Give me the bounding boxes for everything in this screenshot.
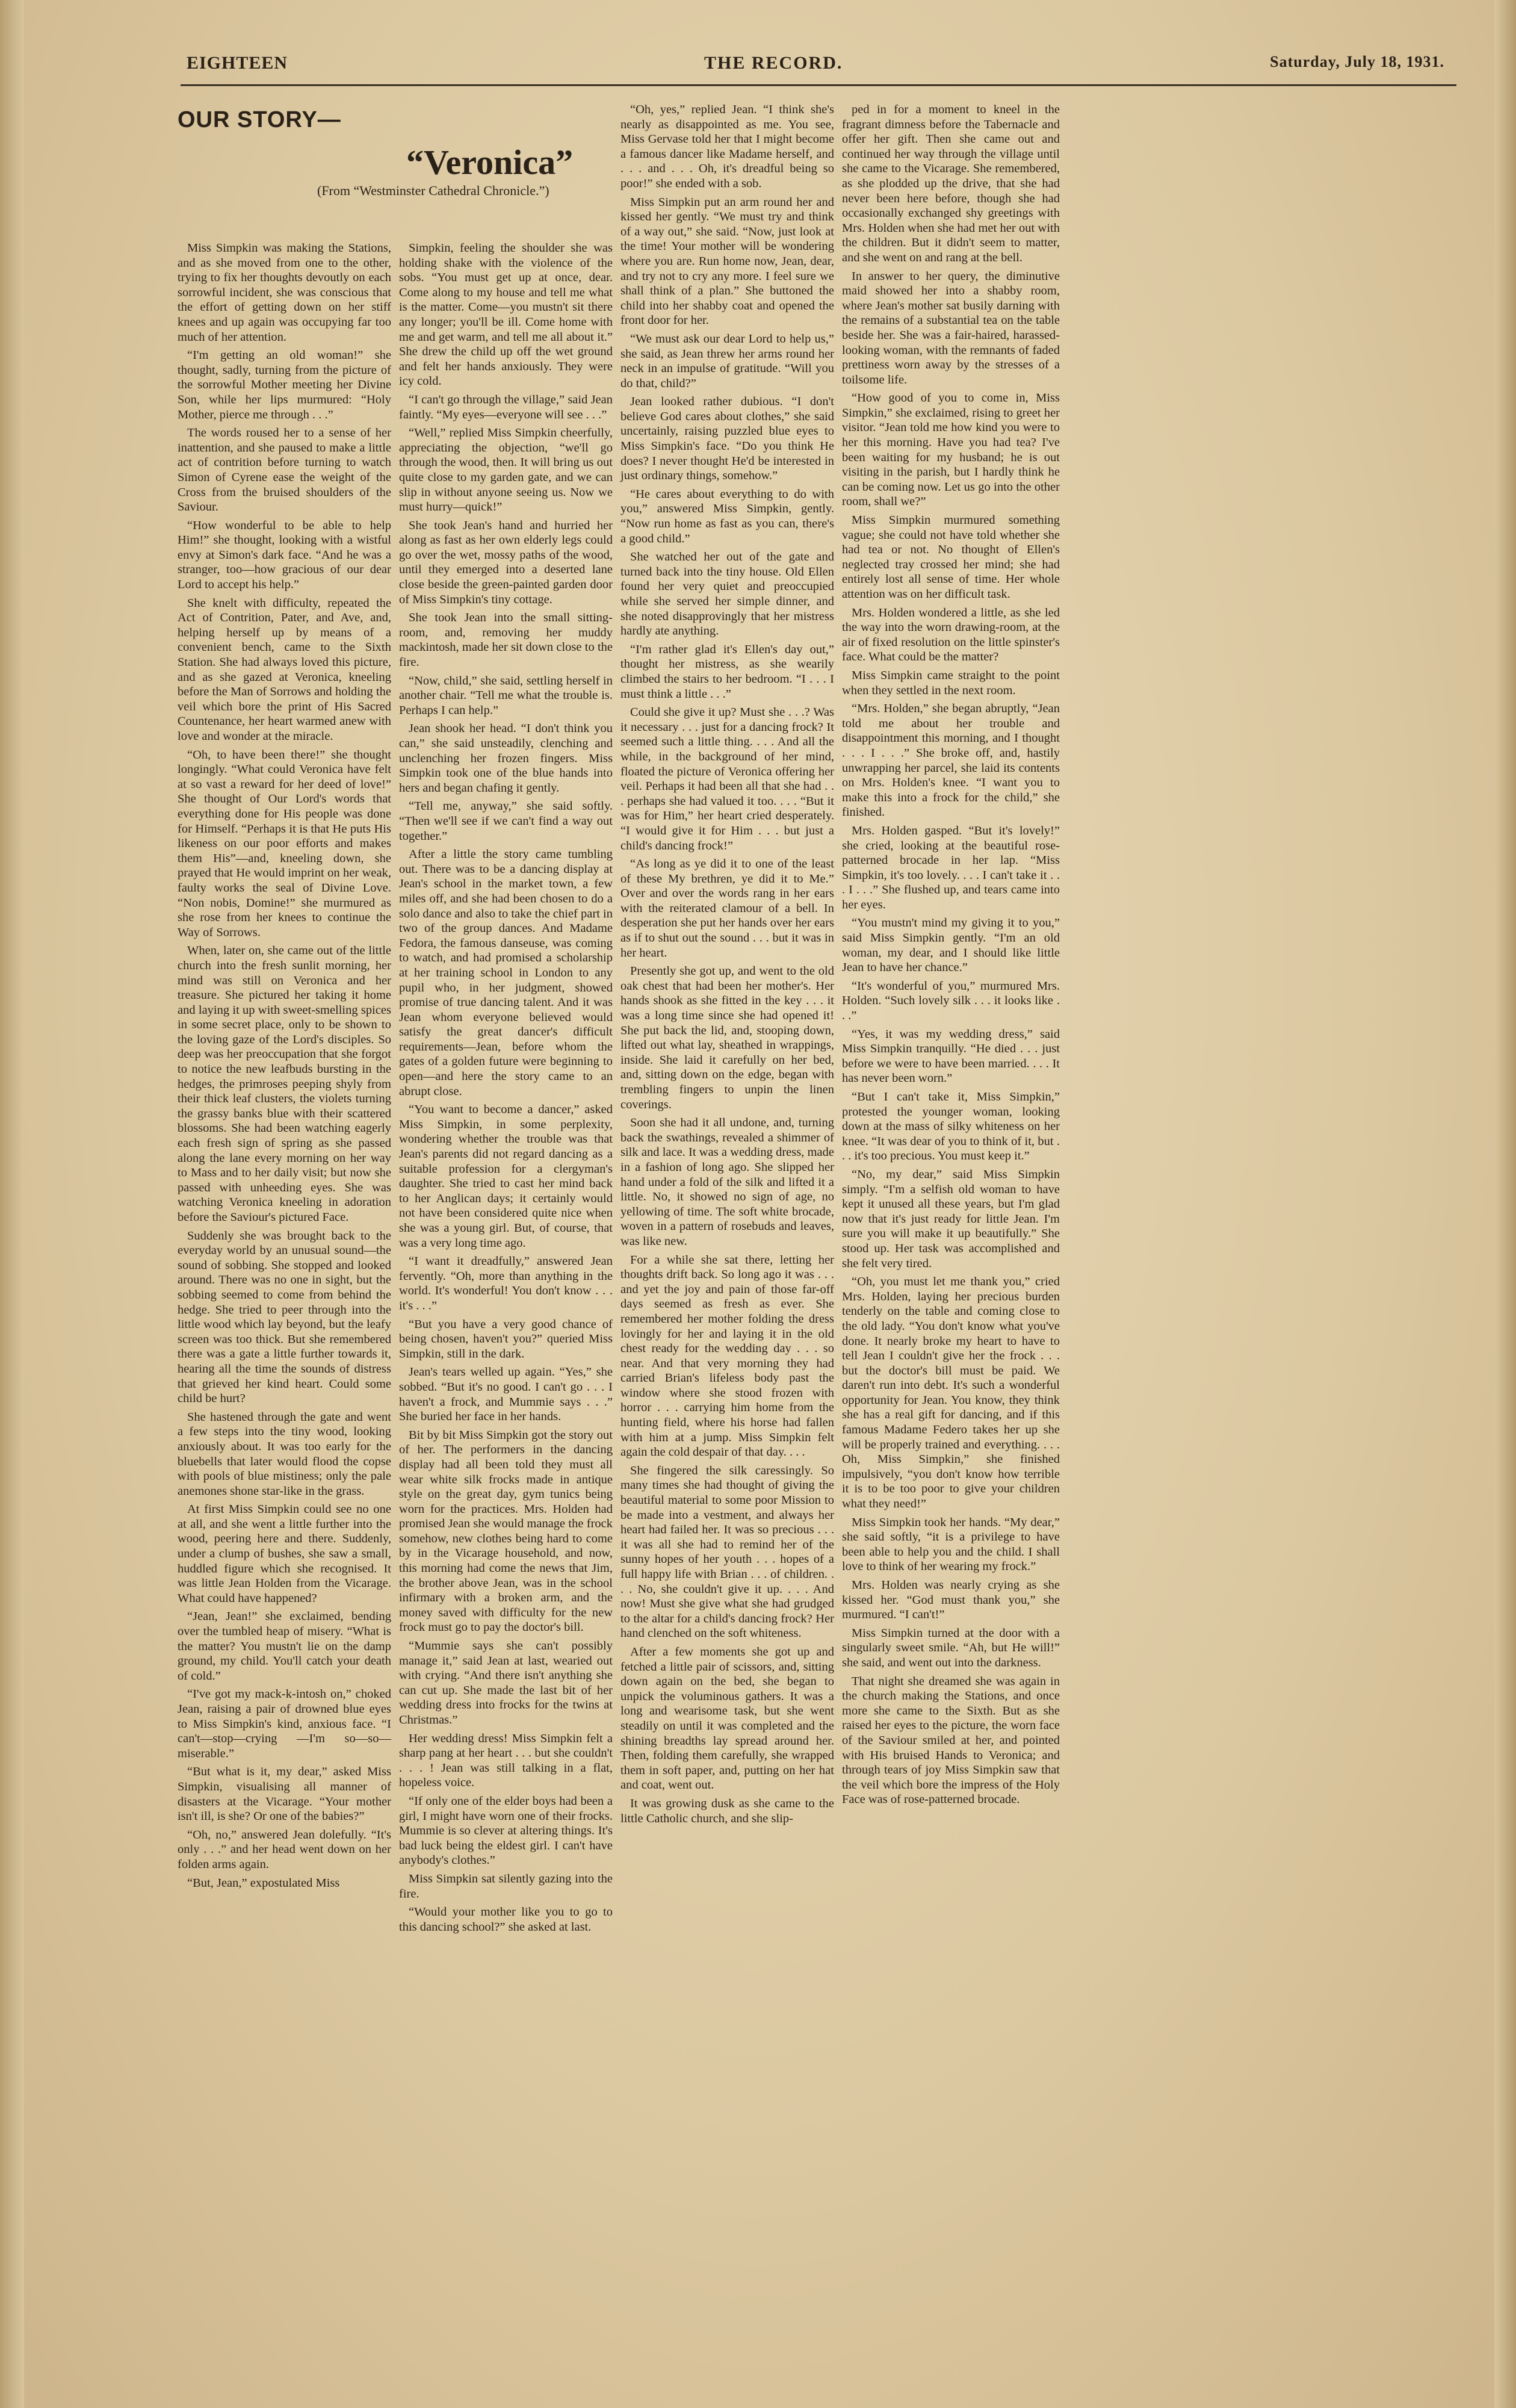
story-paragraph: “No, my dear,” said Miss Simpkin simply. “I'm a selfish old woman to have kept it unused all these years, but I'm glad now that it's just ready for little Jean. I'm sure you will make it up beautifully.” She stood up. Her task was accomplished and she felt very tired. [842, 1167, 1060, 1270]
story-paragraph: “He cares about everything to do with you,” answered Miss Simpkin, gently. “Now run home as fast as you can, there's a good child.” [620, 487, 834, 545]
story-paragraph: She took Jean into the small sitting-room, and, removing her muddy mackintosh, made her sit down close to the fire. [399, 611, 613, 669]
story-paragraph: “How good of you to come in, Miss Simpkin,” she exclaimed, rising to greet her visitor. “Jean told me how kind you were to her this morning. Have you had tea? I've been waiting for my husband; he is out visiting in the parish, but I hardly think he can be coming now. Let us go into the other room, shall we?” [842, 391, 1060, 509]
story-paragraph: She watched her out of the gate and turned back into the tiny house. Old Ellen found her very quiet and preoccupied while she served her simple dinner, and she noted disapprovingly that her mistress hardly ate anything. [620, 550, 834, 638]
section-title: OUR STORY— [178, 107, 341, 132]
text-column-3 [620, 102, 834, 1829]
story-paragraph: For a while she sat there, letting her thoughts drift back. So long ago it was . . . and yet the joy and pain of those far-off days seemed as fresh as ever. She remembered her mother folding the dress lovingly for her and laying it in the old chest ready for the wedding day . . . so near. And that very morning they had carried Brian's lifeless body past the window where she stood frozen with horror . . . carrying him home from the hunting field, where his horse had fallen with him at a jump. Miss Simpkin felt again the cold despair of that day. . . . [620, 1253, 834, 1459]
story-paragraph: “If only one of the elder boys had been a girl, I might have worn one of their frocks. Mummie is so clever at altering things. It's bad luck being the eldest girl. I can't have anybody's clothes.” [399, 1794, 613, 1867]
story-paragraph: “Oh, yes,” replied Jean. “I think she's nearly as disappointed as me. You see, Miss Gervase told her that I might become a famous dancer like Madame herself, and . . . and . . . Oh, it's dreadful being so poor!” she ended with a sob. [620, 103, 834, 190]
page-number: EIGHTEEN [187, 53, 288, 73]
story-paragraph: Jean's tears welled up again. “Yes,” she sobbed. “But it's no good. I can't go . . . I haven't a frock, and Mummie says . . .” She buried her face in her hands. [399, 1365, 613, 1424]
story-paragraph: She hastened through the gate and went a few steps into the tiny wood, looking anxiously about. It was too early for the bluebells that later would flood the copse with pools of blue mistiness; only the pale anemones shone star-like in the grass. [178, 1410, 391, 1498]
story-paragraph: After a few moments she got up and fetched a little pair of scissors, and, sitting down again on the bed, she began to unpick the voluminous gathers. It was a long and wearisome task, but she went steadily on until it was completed and the shining breadths lay spread around her. Then, folding them carefully, she wrapped them in soft paper, and, putting on her hat and coat, went out. [620, 1645, 834, 1792]
story-paragraph: Mrs. Holden gasped. “But it's lovely!” she cried, looking at the beautiful rose-patterned brocade in her lap. “Miss Simpkin, it's too lovely. . . . I can't take it . . . I . . .” She flushed up, and tears came into her eyes. [842, 824, 1060, 911]
story-paragraph: “But I can't take it, Miss Simpkin,” protested the younger woman, looking down at the mass of silky whiteness on her knee. “It was dear of you to think of it, but . . . it's too precious. You must keep it.” [842, 1090, 1060, 1163]
story-paragraph: Miss Simpkin turned at the door with a singularly sweet smile. “Ah, but He will!” she said, and went out into the darkness. [842, 1626, 1060, 1669]
page-edge-left [0, 0, 24, 2408]
masthead [187, 53, 1444, 82]
story-paragraph: After a little the story came tumbling out. There was to be a dancing display at Jean's school in the market town, a few miles off, and she had been chosen to do a solo dance and also to take the chief part in two of the group dances. And Madame Fedora, the famous danseuse, was coming to watch, and had promised a scholarship at her training school in London to any pupil who, in her judgment, showed promise of true dancing talent. And it was Jean whom everyone believed would satisfy the great dancer's difficult requirements—Jean, before whom the gates of a golden future were beginning to open—and here the story came to an abrupt close. [399, 848, 613, 1098]
story-paragraph: “I'm getting an old woman!” she thought, sadly, turning from the picture of the sorrowful Mother meeting her Divine Son, while her lips murmured: “Holy Mother, pierce me through . . .” [178, 349, 391, 421]
story-paragraph: “But, Jean,” expostulated Miss [187, 1876, 340, 1890]
story-paragraph: Her wedding dress! Miss Simpkin felt a sharp pang at her heart . . . but she couldn't . . . ! Jean was still talking in a flat, hopeless voice. [399, 1731, 613, 1790]
masthead-rule [181, 84, 1456, 86]
story-paragraph: At first Miss Simpkin could see no one at all, and she went a little further into the wood, peering here and there. Suddenly, under a clump of bushes, she saw a small, huddled figure which she recognised. It was little Jean Holden from the Vicarage. What could have happened? [178, 1503, 391, 1605]
story-paragraph: Miss Simpkin murmured something vague; she could not have told whether she had tea or not. No thought of Ellen's neglected tray crossed her mind; she had entirely lost all sense of time. Her whole attention was on her difficult task. [842, 514, 1060, 601]
story-paragraph: Mrs. Holden wondered a little, as she led the way into the worn drawing-room, at the air of fixed resolution on the little spinster's face. What could be the matter? [842, 606, 1060, 664]
text-column-1 [178, 241, 391, 1894]
story-paragraph: ped in for a moment to kneel in the fragrant dimness before the Tabernacle and offer her gift. Then she came out and continued her way through the village until she came to the Vicarage. She remembered, as she plodded up the drive, that she had never been here before, though she had occasionally exchanged shy greetings with Mrs. Holden when she had met her out with the children. But it didn't seem to matter, and she went on and rang at the bell. [842, 103, 1060, 264]
story-paragraph: “But what is it, my dear,” asked Miss Simpkin, visualising all manner of disasters at the Vicarage. “Your mother isn't ill, is she? Or one of the babies?” [178, 1765, 391, 1823]
story-paragraph: “Oh, no,” answered Jean dolefully. “It's only . . .” and her head went down on her folden arms again. [178, 1828, 391, 1871]
story-paragraph: Bit by bit Miss Simpkin got the story out of her. The performers in the dancing display had all been told they must all wear white silk frocks made in antique style on the great day, gym tunics being worn for the practices. Mrs. Holden had promised Jean she would manage the frock somehow, new clothes being hard to come by in the Vicarage household, and now, this morning had come the news that Jim, the brother above Jean, was in the school infirmary with a broken arm, and the money saved with difficulty for the new frock must go to pay the doctor's bill. [399, 1428, 613, 1634]
story-paragraph: “Mummie says she can't possibly manage it,” said Jean at last, wearied out with crying. “And there isn't anything she can cut up. She made the last bit of her wedding dress into frocks for the twins at Christmas.” [399, 1639, 613, 1727]
story-paragraph: It was growing dusk as she came to the little Catholic church, and she slip- [620, 1796, 834, 1825]
story-paragraph: Miss Simpkin put an arm round her and kissed her gently. “We must try and think of a way out,” she said. “Now, just look at the time! Your mother will be wondering where you are. Run home now, Jean, dear, and try not to cry any more. I feel sure we shall think of a plan.” She buttoned the child into her shabby coat and opened the front door for her. [620, 195, 834, 327]
story-source: (From “Westminster Cathedral Chronicle.”) [317, 183, 549, 198]
story-paragraph: “Oh, you must let me thank you,” cried Mrs. Holden, laying her precious burden tenderly on the table and coming close to the old lady. “You don't know what you've done. It nearly broke my heart to have to tell Jean I couldn't give her the frock . . . but the doctor's bill must be paid. We daren't run into debt. It's such a wonderful opportunity for Jean. You know, they think she has a real gift for dancing, and if this famous Madame Federo takes her up she will be properly trained and everything. . . . Oh, Miss Simpkin,” she finished impulsively, “you don't know how terrible it is to be too poor to give your children what they need!” [842, 1275, 1060, 1511]
story-paragraph: She took Jean's hand and hurried her along as fast as her own elderly legs could go over the wet, mossy paths of the wood, until they emerged into a deserted lane close beside the green-painted garden door of Miss Simpkin's tiny cottage. [399, 518, 613, 606]
story-paragraph: “Now, child,” she said, settling herself in another chair. “Tell me what the trouble is. Perhaps I can help.” [399, 674, 613, 717]
story-paragraph: Simpkin, feeling the shoulder she was holding shake with the violence of the sobs. “You must get up at once, dear. Come along to my house and tell me what is the matter. Come—you mustn't sit there any longer; you'll be ill. Come home with me and get warm, and tell me all about it.” She drew the child up off the wet ground and felt her hands anxiously. They were icy cold. [399, 241, 613, 388]
story-paragraph: “Oh, to have been there!” she thought longingly. “What could Veronica have felt at so vast a reward for her deed of love!” She thought of Our Lord's words that everything done for His people was done for Himself. “Perhaps it is that He puts His likeness on our poor efforts and makes them His”—and, kneeling down, she prayed that He would imprint on her weak, faulty works the seal of Divine Love. “Non nobis, Domine!” she murmured as she rose from her knees to continue the Way of Sorrows. [178, 748, 391, 939]
story-paragraph: Miss Simpkin was making the Stations, and as she moved from one to the other, trying to fix her thoughts devoutly on each sorrowful incident, she was conscious that the effort of getting down on her stiff knees and up again was occupying far too much of her attention. [178, 241, 391, 344]
story-paragraph: Could she give it up? Must she . . .? Was it necessary . . . just for a dancing frock? It seemed such a little thing. . . . And all the while, in the background of her mind, floated the picture of Veronica offering her veil. Perhaps it had been all that she had . . . perhaps she had valued it too. . . . “But it was for Him,” her heart cried desperately. “I would give it for Him . . . but just a child's dancing frock!” [620, 706, 834, 852]
story-paragraph: When, later on, she came out of the little church into the fresh sunlit morning, her mind was still on Veronica and her treasure. She pictured her taking it home and laying it up with sweet-smelling spices in some secret place, only to be shown to the loving gaze of the Lord's disciples. So deep was her preoccupation that she forgot to notice the new leafbuds bursting in the hedges, the primroses peeping shyly from their thick leaf clusters, the violets turning the grassy banks blue with their scattered blossoms. She had been watching eagerly each fresh sign of spring as she passed along the lane every morning on her way to Mass and to her daily visit; but now she passed with unheeding eyes. She was watching Veronica kneeling in adoration before the Saviour's pictured Face. [178, 944, 391, 1224]
story-paragraph: Presently she got up, and went to the old oak chest that had been her mother's. Her hands shook as she fitted in the key . . . it was a long time since she had opened it! She put back the lid, and, stooping down, lifted out what lay, sheathed in wrappings, inside. She laid it carefully on her bed, and, sitting down on the edge, began with trembling fingers to unpin the linen coverings. [620, 964, 834, 1111]
text-column-2 [399, 241, 613, 1938]
story-paragraph: That night she dreamed she was again in the church making the Stations, and once more she came to the Sixth. But as she raised her eyes to the picture, the worn face of the Saviour smiled at her, and pointed with His bruised Hands to Veronica; and through tears of joy Miss Simpkin saw that the veil which bore the impress of the Holy Face was of rose-patterned brocade. [842, 1674, 1060, 1807]
story-paragraph: “As long as ye did it to one of the least of these My brethren, ye did it to Me.” Over and over the words rang in her ears with the reiterated clamour of a bell. In desperation she put her hands over her ears as if to shut out the sound . . . but it was in her heart. [620, 857, 834, 960]
page-edge-right [1494, 0, 1516, 2408]
story-paragraph: “I've got my mack-k-intosh on,” choked Jean, raising a pair of drowned blue eyes to Miss Simpkin's kind, anxious face. “I can't—stop—crying —I'm so—so—miserable.” [178, 1687, 391, 1760]
story-paragraph: The words roused her to a sense of her inattention, and she paused to make a little act of contrition before turning to watch Simon of Cyrene ease the weight of the Cross from the bruised shoulders of the Saviour. [178, 426, 391, 514]
story-paragraph: “But you have a very good chance of being chosen, haven't you?” queried Miss Simpkin, still in the dark. [399, 1317, 613, 1361]
story-paragraph: Miss Simpkin came straight to the point when they settled in the next room. [842, 668, 1060, 697]
story-paragraph: “I want it dreadfully,” answered Jean fervently. “Oh, more than anything in the world. It's wonderful! You don't know . . . it's . . .” [399, 1255, 613, 1312]
story-paragraph: “Tell me, anyway,” she said softly. “Then we'll see if we can't find a way out together.” [399, 799, 613, 843]
story-paragraph: She fingered the silk caressingly. So many times she had thought of giving the beautiful material to some poor Mission to be made into a vestment, and always her heart had failed her. It was so precious . . . it was all she had to remind her of the sunny hopes of her youth . . . hopes of a full happy life with Brian . . . of children. . . . No, she couldn't give it up. . . . And now! Must she give what she had grudged to the altar for a child's dancing frock? Her hand clenched on the soft whiteness. [620, 1463, 834, 1640]
story-paragraph: She knelt with difficulty, repeated the Act of Contrition, Pater, and Ave, and, helping herself up by means of a convenient bench, came to the Sixth Station. She had always loved this picture, and as she gazed at Veronica, kneeling before the Man of Sorrows and holding the veil which bore the print of His Sacred Countenance, her heart warmed anew with love and wonder at the miracle. [178, 596, 391, 743]
story-paragraph: “Mrs. Holden,” she began abruptly, “Jean told me about her trouble and disappointment this morning, and I thought . . . I . . .” She broke off, and, hastily unwrapping her parcel, she laid its contents on Mrs. Holden's knee. “I want you to make this into a frock for the child,” she finished. [842, 702, 1060, 819]
story-header [178, 107, 614, 198]
text-column-4 [842, 102, 1060, 1811]
story-paragraph: “I'm rather glad it's Ellen's day out,” thought her mistress, as she wearily climbed the stairs to her bedroom. “I . . . I must think a little . . .” [620, 642, 834, 701]
story-paragraph: Mrs. Holden was nearly crying as she kissed her. “God must thank you,” she murmured. “I can't!” [842, 1578, 1060, 1622]
story-paragraph: “How wonderful to be able to help Him!” she thought, looking with a wistful envy at Simon's dark face. “And he was a stranger, too—how gracious of our dear Lord to accept his help.” [178, 518, 391, 592]
story-paragraph: Jean shook her head. “I don't think you can,” she said unsteadily, clenching and unclenching her frozen fingers. Miss Simpkin took one of the blue hands into hers and began chafing it gently. [399, 722, 613, 795]
story-paragraph: Suddenly she was brought back to the everyday world by an unusual sound—the sound of sobbing. She stopped and looked around. There was no one in sight, but the sobbing seemed to come from behind the hedge. She tried to peer through into the little wood which lay beyond, but the leafy screen was too thick. But she remembered there was a gate a little further towards it, hearing all the time the sounds of distress that grieved her kind heart. Could some child be hurt? [178, 1229, 391, 1406]
paper-name: THE RECORD. [704, 53, 843, 73]
story-paragraph: “It's wonderful of you,” murmured Mrs. Holden. “Such lovely silk . . . it looks like . . .” [842, 979, 1060, 1023]
story-paragraph: “Jean, Jean!” she exclaimed, bending over the tumbled heap of misery. “What is the matter? You mustn't lie on the damp ground, my child. You'll catch your death of cold.” [178, 1610, 391, 1683]
story-paragraph: “You mustn't mind my giving it to you,” said Miss Simpkin gently. “I'm an old woman, my dear, and I should like little Jean to have her chance.” [842, 916, 1060, 975]
story-paragraph: “We must ask our dear Lord to help us,” she said, as Jean threw her arms round her neck in an impulse of gratitude. “Will you do that, child?” [620, 332, 834, 390]
story-paragraph: Miss Simpkin took her hands. “My dear,” she said softly, “it is a privilege to have been able to help you and the child. I shall love to think of her wearing my frock.” [842, 1515, 1060, 1574]
story-paragraph: Jean looked rather dubious. “I don't believe God cares about clothes,” she said uncertainly, raising puzzled blue eyes to Miss Simpkin's face. “Do you think He does? I never thought He'd be interested in just ordinary things, somehow.” [620, 395, 834, 483]
story-paragraph: Soon she had it all undone, and, turning back the swathings, revealed a shimmer of silk and lace. It was a wedding dress, made in a fashion of long ago. She slipped her hand under a fold of the silk and lifted it a little. No, it showed no sign of age, no yellowing of time. The soft white brocade, woven in a pattern of rosebuds and leaves, was like new. [620, 1116, 834, 1248]
story-title: “Veronica” [406, 143, 574, 182]
story-paragraph: “I can't go through the village,” said Jean faintly. “My eyes—everyone will see . . .” [399, 393, 613, 421]
story-paragraph: “Would your mother like you to go to this dancing school?” she asked at last. [399, 1905, 613, 1934]
story-paragraph: In answer to her query, the diminutive maid showed her into a shabby room, where Jean's mother sat busily darning with the remains of a substantial tea on the table beside her. She was a fair-haired, harassed-looking woman, with the remnants of faded prettiness worn away by the stresses of a toilsome life. [842, 269, 1060, 386]
story-paragraph: “Yes, it was my wedding dress,” said Miss Simpkin tranquilly. “He died . . . just before we were to have been married. . . . It has never been worn.” [842, 1027, 1060, 1085]
issue-date: Saturday, July 18, 1931. [1270, 53, 1444, 70]
story-paragraph: “You want to become a dancer,” asked Miss Simpkin, in some perplexity, wondering whether the trouble was that Jean's parents did not regard dancing as a suitable profession for a clergyman's daughter. She tried to cast her mind back to her Anglican days; it certainly would not have been considered quite nice when she was a young girl. But, of course, that was a very long time ago. [399, 1103, 613, 1250]
story-paragraph: Miss Simpkin sat silently gazing into the fire. [399, 1872, 613, 1901]
story-paragraph: “Well,” replied Miss Simpkin cheerfully, appreciating the objection, “we'll go through the wood, then. It will bring us out quite close to my garden gate, and we can slip in without anyone seeing us. Now we must hurry—quick!” [399, 426, 613, 514]
